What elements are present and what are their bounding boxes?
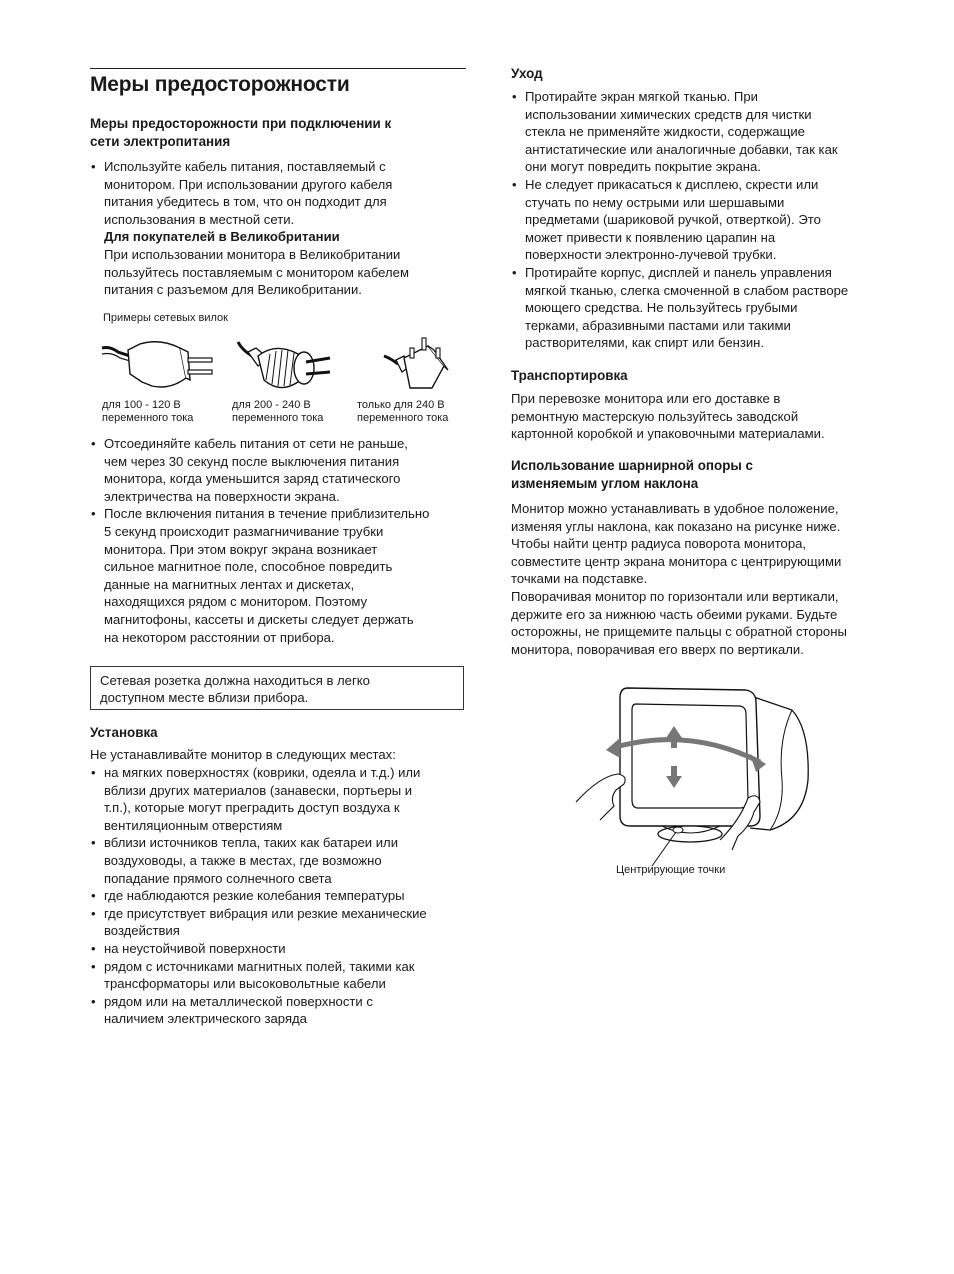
install-intro: Не устанавливайте монитор в следующих местах: — [90, 747, 396, 762]
power-heading — [90, 115, 466, 151]
text-line: 5 секунд происходит размагничивание трубки — [104, 523, 384, 539]
text-line: только для 240 В — [357, 399, 445, 411]
swivel-heading — [511, 457, 887, 493]
text-line: находящихся рядом с монитором. Поэтому — [104, 594, 368, 610]
power-bullets-1 — [90, 158, 466, 299]
list-item — [90, 435, 466, 505]
list-item — [90, 993, 466, 1028]
text-line: доступном месте вблизи прибора. — [100, 690, 309, 705]
text-line: наличием электрического заряда — [104, 1011, 307, 1027]
text-line: При перевозке монитора или его доставке в — [511, 391, 781, 406]
text-line: осторожны, не прищемите пальцы с обратной стороны — [511, 624, 847, 640]
care-list — [511, 88, 887, 352]
text-line: Сетевая розетка должна находиться в легко — [100, 673, 370, 688]
swivel-text — [511, 500, 887, 658]
text-line: использовании химических средств для чистки — [525, 106, 812, 122]
text-line: антистатические или аналогичные добавки, так как — [525, 141, 838, 157]
text-line: для 100 - 120 В — [102, 399, 181, 411]
page-title: Меры предосторожности — [90, 73, 350, 96]
text-line: • Используйте кабель питания, поставляемый с — [104, 159, 386, 174]
plug-us-icon — [100, 334, 218, 394]
text-line: • на неустойчивой поверхности — [104, 940, 286, 956]
text-line: мягкой тканью, слегка смоченной в слабом растворе — [525, 282, 849, 298]
text-line: они могут повредить покрытие экрана. — [525, 159, 761, 175]
list-item — [90, 158, 466, 299]
list-item — [90, 505, 466, 646]
text-line: картонной коробкой и упаковочными материалами. — [511, 426, 825, 442]
text-line: Чтобы найти центр радиуса поворота монитора, — [511, 536, 807, 552]
text-line: на некотором расстоянии от прибора. — [104, 629, 335, 645]
transport-heading: Транспортировка — [511, 368, 628, 383]
care-heading: Уход — [511, 66, 543, 81]
text-line: ремонтную мастерскую пользуйтесь заводской — [511, 408, 799, 424]
text-line: вблизи других материалов (занавески, портьеры и — [104, 782, 413, 798]
figure-caption: Центрирующие точки — [616, 864, 726, 876]
text-line: питания с разъемом для Великобритании. — [104, 282, 362, 298]
text-line: При использовании монитора в Великобритании — [104, 246, 401, 262]
list-item — [90, 905, 466, 940]
plug-label-1 — [102, 399, 193, 425]
text-line: переменного тока — [102, 412, 194, 424]
text-line: • рядом или на металлической поверхности с — [104, 993, 373, 1009]
text-line: стучать по нему острыми или шершавыми — [525, 194, 785, 210]
text-line: держите его за нижнюю часть обеими руками. Будьте — [511, 606, 838, 622]
text-line: • на мягких поверхностях (коврики, одеяла и т.д.) или — [104, 765, 421, 780]
uk-heading: Для покупателей в Великобритании — [104, 229, 340, 245]
swivel-heading-line1: Использование шарнирной опоры с — [511, 458, 753, 473]
text-line: магнитофоны, кассеты и дискеты следует держать — [104, 611, 414, 627]
text-line: переменного тока — [232, 412, 324, 424]
power-bullets-2 — [90, 435, 466, 646]
outlet-note-box — [90, 666, 464, 710]
text-line: переменного тока — [357, 412, 449, 424]
text-line: моющего средства. Не пользуйтесь грубыми — [525, 300, 798, 316]
power-heading-line1: Меры предосторожности при подключении к — [90, 116, 392, 131]
text-line: для 200 - 240 В — [232, 399, 311, 411]
monitor-tilt-swivel-illustration — [570, 680, 820, 870]
text-line: стекла не применяйте жидкости, содержащие — [525, 124, 805, 140]
text-line: • Не следует прикасаться к дисплею, скрести или — [525, 176, 819, 192]
text-line: предметами (шариковой ручкой, отверткой). Это — [525, 212, 821, 228]
text-line: терками, абразивными пастами или такими — [525, 317, 791, 333]
plug-uk-icon — [382, 336, 452, 396]
transport-text — [511, 390, 887, 443]
text-line: данные на магнитных лентах и дискетах, — [104, 576, 355, 592]
list-item — [511, 88, 887, 176]
text-line: • Протирайте экран мягкой тканью. При — [525, 89, 758, 104]
text-line: • Отсоединяйте кабель питания от сети не раньше, — [104, 436, 408, 451]
list-item — [511, 264, 887, 352]
text-line: точками на подставке. — [511, 571, 648, 587]
text-line: совместите центр экрана монитора с центрирующими — [511, 553, 842, 569]
text-line: питания убедитесь в том, что он подходит для — [104, 194, 387, 210]
text-line: • вблизи источников тепла, таких как батареи или — [104, 835, 399, 851]
text-line: • рядом с источниками магнитных полей, такими как — [104, 958, 415, 974]
install-list — [90, 764, 466, 1028]
list-item — [90, 887, 466, 905]
text-line: поверхности электронно-лучевой трубки. — [525, 247, 777, 263]
text-line: • где присутствует вибрация или резкие механические — [104, 905, 427, 921]
text-line: • После включения питания в течение приблизительно — [104, 506, 430, 522]
text-line: Поворачивая монитор по горизонтали или вертикали, — [511, 588, 839, 604]
text-line: попадание прямого солнечного света — [104, 870, 332, 886]
plugs-caption: Примеры сетевых вилок — [103, 312, 228, 324]
text-line: т.п.), которые могут преградить доступ воздуха к — [104, 800, 400, 816]
list-item — [90, 764, 466, 834]
text-line: монитором. При использовании другого кабеля — [104, 176, 393, 192]
text-line: использования в местной сети. — [104, 211, 295, 227]
list-item — [511, 176, 887, 264]
text-line: • Протирайте корпус, дисплей и панель управления — [525, 264, 832, 280]
text-line: изменяя углы наклона, как показано на рисунке ниже. — [511, 518, 841, 534]
power-heading-line2: сети электропитания — [90, 134, 231, 149]
plug-label-2 — [232, 399, 323, 425]
text-line: вентиляционным отверстиям — [104, 817, 283, 833]
text-line: монитора, поворачивая его вверх по вертикали. — [511, 641, 804, 657]
text-line: • где наблюдаются резкие колебания температуры — [104, 888, 405, 904]
text-line: монитора. При этом вокруг экрана возникает — [104, 541, 378, 557]
list-item — [90, 834, 466, 887]
text-line: пользуйтесь поставляемым с монитором кабелем — [104, 264, 409, 280]
swivel-heading-line2: изменяемым углом наклона — [511, 476, 699, 491]
list-item — [90, 958, 466, 993]
plug-eu-icon — [236, 336, 336, 398]
text-line: Монитор можно устанавливать в удобное положение, — [511, 501, 839, 516]
text-line: сильное магнитное поле, способное повредить — [104, 559, 393, 575]
text-line: монитора, когда уменьшится заряд статического — [104, 471, 401, 487]
text-line: электричества на поверхности экрана. — [104, 488, 340, 504]
text-line: чем через 30 секунд после выключения питания — [104, 453, 400, 469]
text-line: трансформаторы или высоковольтные кабели — [104, 976, 386, 992]
text-line: воздействия — [104, 923, 180, 939]
text-line: растворителями, как спирт или бензин. — [525, 335, 765, 351]
list-item — [90, 940, 466, 958]
plug-label-3 — [357, 399, 448, 425]
title-rule — [90, 68, 466, 69]
text-line: может привести к появлению царапин на — [525, 229, 776, 245]
install-heading: Установка — [90, 725, 158, 740]
text-line: воздуховоды, а также в местах, где возможно — [104, 852, 382, 868]
